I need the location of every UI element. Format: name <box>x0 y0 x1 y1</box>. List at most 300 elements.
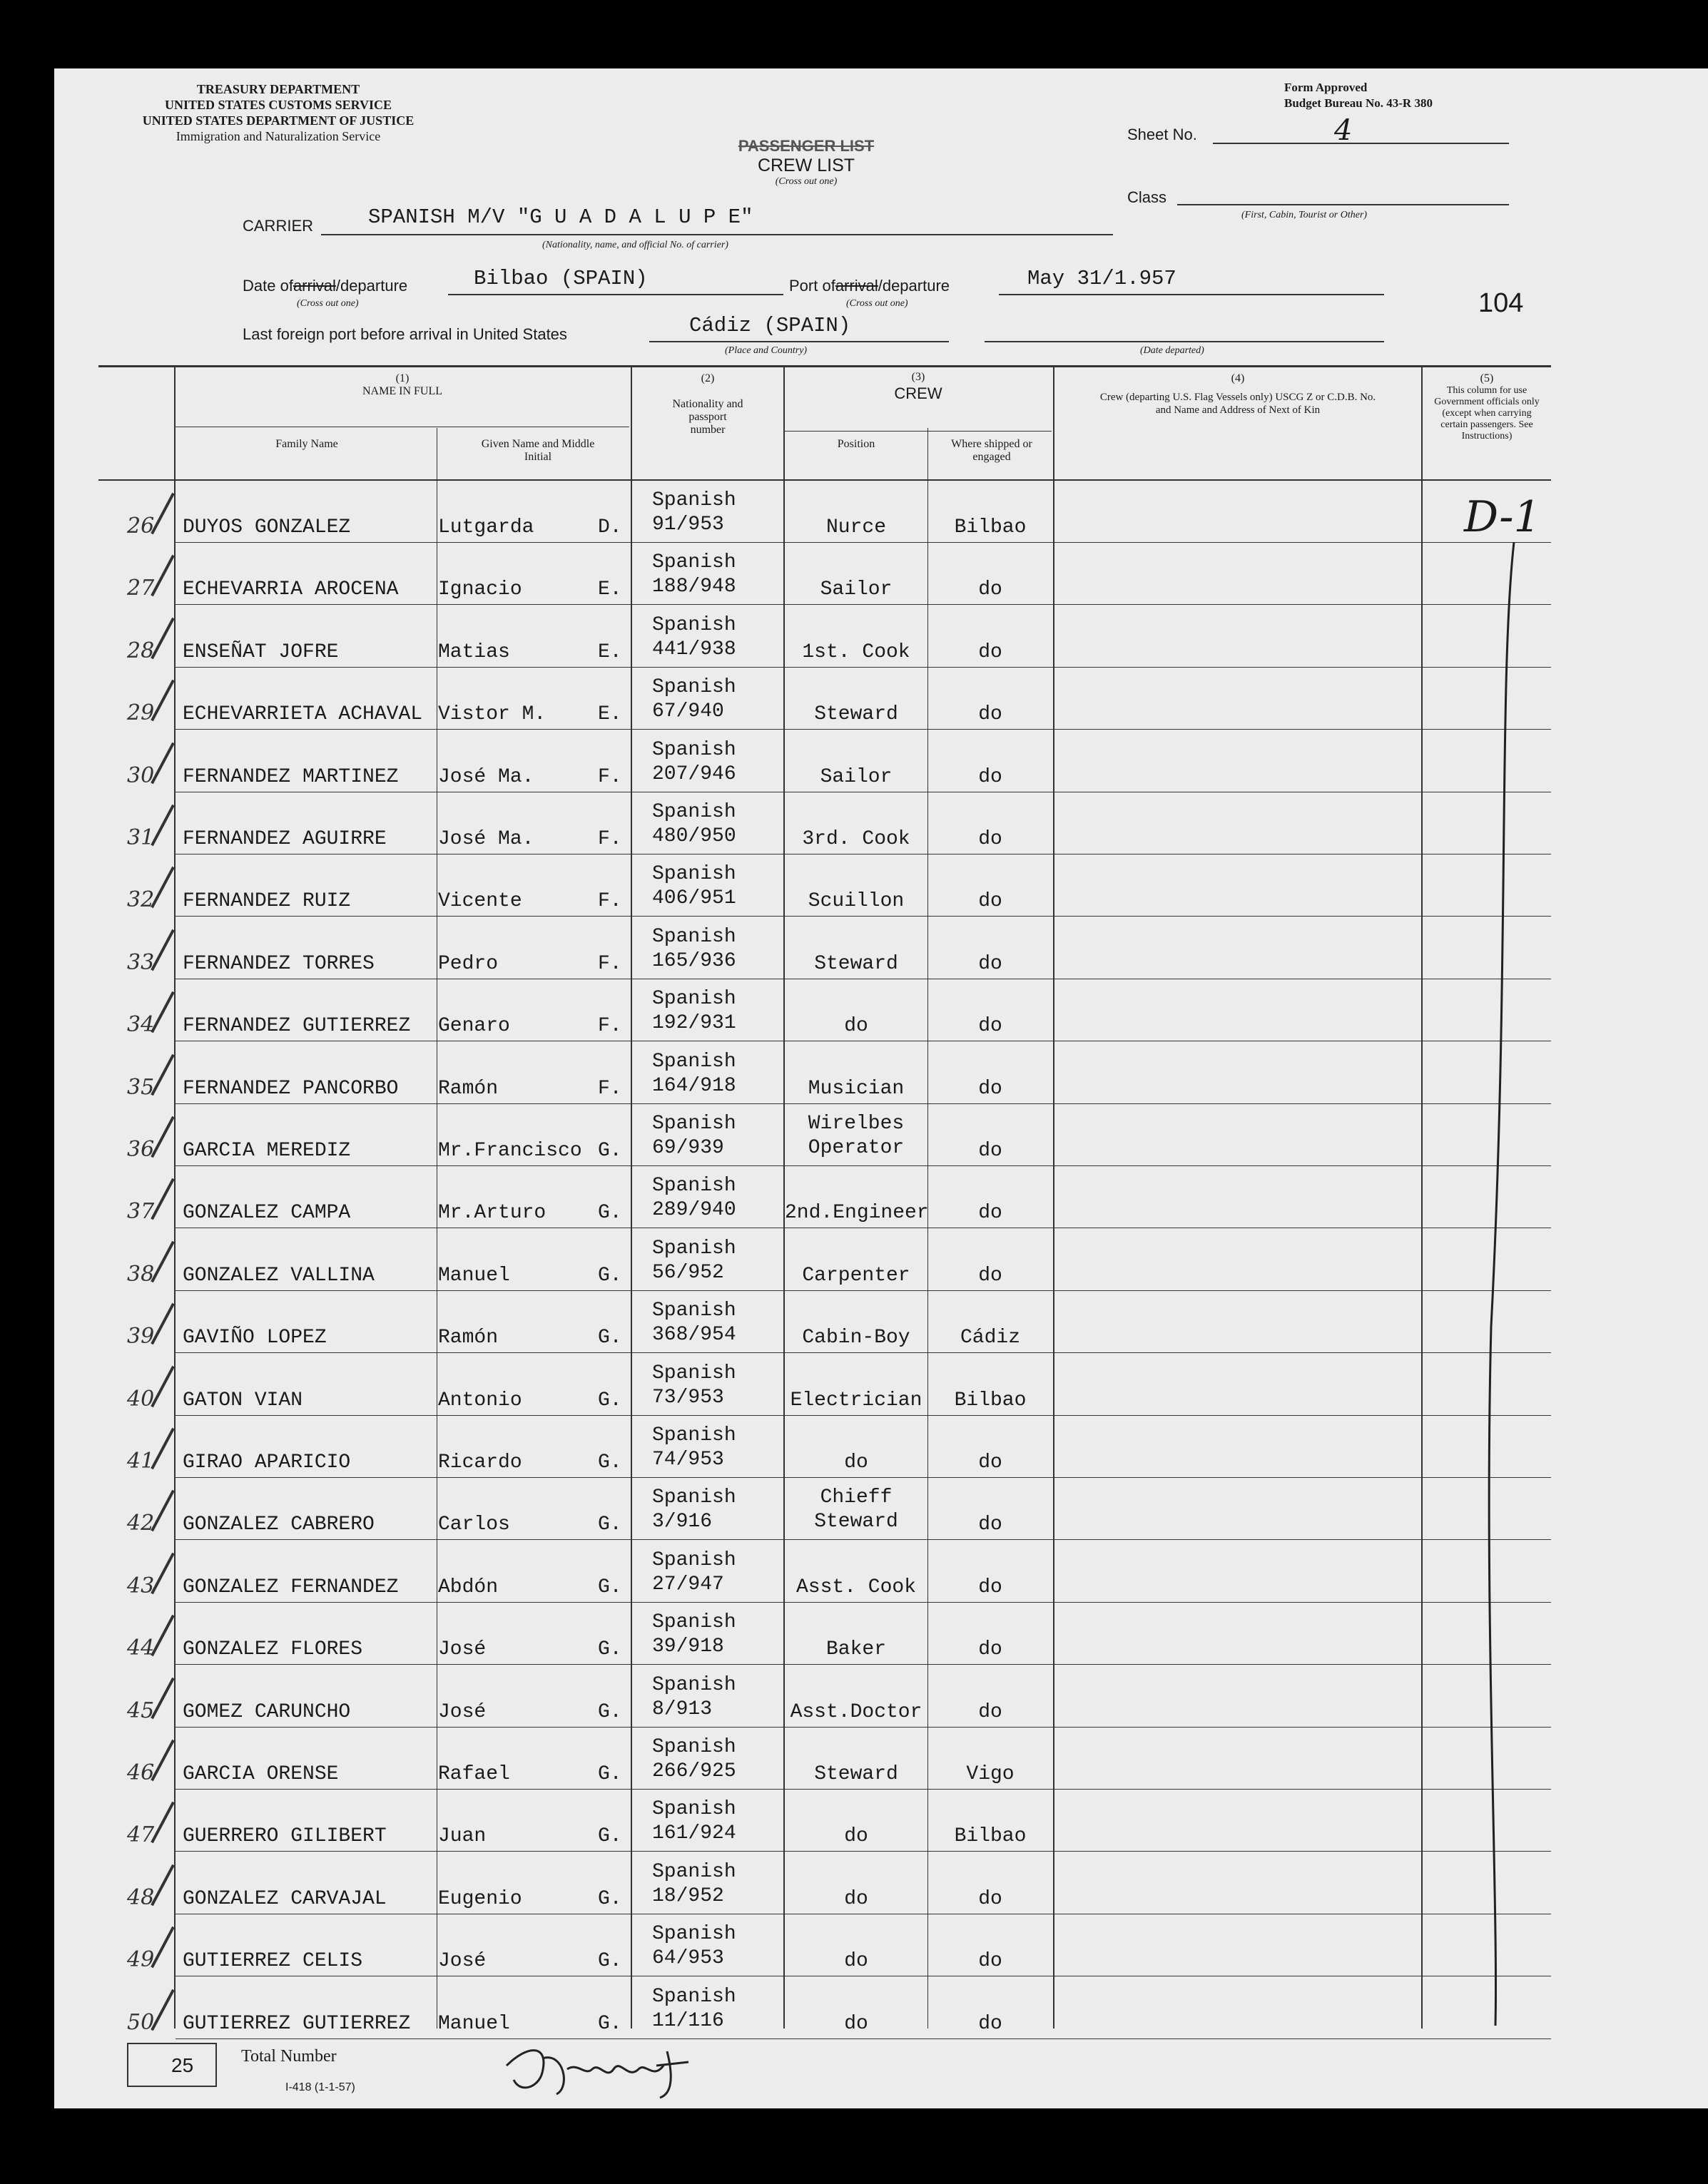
given-name: Ramón <box>438 1327 499 1349</box>
check-mark <box>151 1428 175 1469</box>
table-row <box>0 1354 1708 1417</box>
agency-line-1: TREASURY DEPARTMENT <box>196 82 360 96</box>
total-value: 25 <box>171 2054 194 2076</box>
check-mark <box>151 929 175 971</box>
row-number: 37 <box>127 1199 155 1225</box>
check-mark <box>151 1303 175 1344</box>
passport-number: 74/953 <box>652 1449 724 1471</box>
form-approved-line-2: Budget Bureau No. 43-R 380 <box>1284 96 1433 110</box>
row-number: 44 <box>127 1636 155 1661</box>
col5-header <box>1424 372 1550 442</box>
position: Steward <box>814 703 898 726</box>
family-name: GONZALEZ CARVAJAL <box>183 1887 387 1910</box>
family-name: DUYOS GONZALEZ <box>183 516 351 539</box>
column5-bracket-line <box>1470 542 1534 2040</box>
position: Asst.Doctor <box>790 1700 922 1723</box>
shipped-at: do <box>978 1140 1002 1162</box>
position-header: Position <box>837 438 875 450</box>
shipped-at: Bilbao <box>954 516 1027 539</box>
col1-title: NAME IN FULL <box>362 385 442 397</box>
row-number: 46 <box>127 1760 155 1785</box>
given-name: José Ma. <box>438 765 534 788</box>
middle-initial: G. <box>598 1451 622 1474</box>
col2-title: Nationality and passport number <box>672 398 743 436</box>
middle-initial: F. <box>598 1077 622 1100</box>
passport-number: 165/936 <box>652 949 736 972</box>
row-number: 33 <box>127 949 155 975</box>
family-name: GONZALEZ CABRERO <box>183 1514 375 1536</box>
given-name: Antonio <box>438 1389 522 1412</box>
signature <box>499 2037 728 2101</box>
check-mark <box>151 1178 175 1220</box>
check-mark <box>151 1864 175 1906</box>
middle-initial: G. <box>598 1638 622 1661</box>
position: Baker <box>825 1638 886 1661</box>
shipped-at: do <box>978 1700 1002 1723</box>
check-mark <box>151 867 175 908</box>
family-name: GARCIA MEREDIZ <box>183 1140 351 1162</box>
table-row <box>0 792 1708 855</box>
position: 1st. Cook <box>802 641 910 663</box>
given-name: José <box>438 1638 487 1661</box>
total-label: Total Number <box>241 2047 337 2066</box>
row-number: 36 <box>127 1137 155 1162</box>
row-number: 49 <box>127 1947 155 1973</box>
family-name-header: Family Name <box>275 438 338 450</box>
nationality: Spanish <box>652 738 736 761</box>
nationality: Spanish <box>652 1362 736 1384</box>
nationality: Spanish <box>652 1113 736 1135</box>
check-mark <box>151 1490 175 1531</box>
given-name: Vicente <box>438 890 522 913</box>
passport-number: 27/947 <box>652 1573 724 1596</box>
row-divider <box>176 2038 1551 2039</box>
given-name: Manuel <box>438 2012 510 2035</box>
shipped-at: do <box>978 578 1002 601</box>
nationality: Spanish <box>652 1860 736 1883</box>
middle-initial: E. <box>598 703 622 726</box>
row-number: 42 <box>127 1511 155 1536</box>
shipped-at: do <box>978 1514 1002 1536</box>
family-name: GOMEZ CARUNCHO <box>183 1700 351 1723</box>
row-number: 26 <box>127 514 155 539</box>
row-number: 32 <box>127 887 155 913</box>
nationality: Spanish <box>652 988 736 1011</box>
form-approved <box>1284 80 1433 111</box>
agency-line-4: Immigration and Naturalization Service <box>176 129 381 143</box>
date-departure-label <box>243 277 407 295</box>
table-row <box>0 917 1708 980</box>
row-number: 35 <box>127 1074 155 1100</box>
given-name: Manuel <box>438 1264 510 1287</box>
given-name: Mr.Francisco <box>438 1140 582 1162</box>
table-top-border <box>98 365 1551 367</box>
shipped-header: Where shipped or engaged <box>951 438 1032 463</box>
family-name: GIRAO APARICIO <box>183 1451 351 1474</box>
check-mark <box>151 493 175 534</box>
col5-title: This column for use Government officials only (except when carrying certain passengers. See Instructions) <box>1434 385 1540 442</box>
position: Wirelbes <box>808 1113 905 1135</box>
shipped-at: do <box>978 1638 1002 1661</box>
nationality: Spanish <box>652 1548 736 1571</box>
middle-initial: G. <box>598 1327 622 1349</box>
passport-number: 69/939 <box>652 1137 724 1159</box>
shipped-at: do <box>978 1887 1002 1910</box>
nationality: Spanish <box>652 1985 736 2008</box>
passport-number: 188/948 <box>652 576 736 598</box>
col4-title: Crew (departing U.S. Flag Vessels only) USCG Z or C.D.B. No. and Name and Address of Next of Kin <box>1099 392 1376 416</box>
passport-number: 56/952 <box>652 1261 724 1284</box>
nationality: Spanish <box>652 925 736 948</box>
row-number: 29 <box>127 700 155 726</box>
row-number: 48 <box>127 1884 155 1910</box>
check-mark <box>151 1365 175 1407</box>
date-note: (Cross out one) <box>297 298 359 309</box>
date-departed-note: (Date departed) <box>1140 345 1204 356</box>
row-number: 50 <box>127 2009 155 2035</box>
row-number: 39 <box>127 1324 155 1349</box>
table-row <box>0 1229 1708 1292</box>
row-number: 45 <box>127 1698 155 1723</box>
table-row <box>0 1416 1708 1479</box>
shipped-at: Vigo <box>966 1763 1015 1785</box>
family-name: GONZALEZ VALLINA <box>183 1264 375 1287</box>
middle-initial: G. <box>598 1763 622 1785</box>
passport-number: 91/953 <box>652 514 724 536</box>
date-struck: arrival <box>293 277 336 295</box>
row-number: 34 <box>127 1012 155 1038</box>
family-name: GATON VIAN <box>183 1389 303 1412</box>
table-row <box>0 979 1708 1042</box>
nationality: Spanish <box>652 801 736 823</box>
position: Steward <box>814 952 898 975</box>
check-mark <box>151 1241 175 1282</box>
middle-initial: G. <box>598 1576 622 1598</box>
carrier-value: SPANISH M/V "G U A D A L U P E" <box>368 205 753 229</box>
table-row <box>0 1166 1708 1229</box>
middle-initial: G. <box>598 1202 622 1225</box>
check-mark <box>151 1927 175 1968</box>
port-struck: arrival <box>835 277 878 295</box>
table-row <box>0 606 1708 668</box>
family-name: GAVIÑO LOPEZ <box>183 1327 327 1349</box>
row-number: 41 <box>127 1449 155 1474</box>
middle-initial: G. <box>598 1700 622 1723</box>
middle-initial: G. <box>598 2012 622 2035</box>
table-row <box>0 1603 1708 1665</box>
sheet-value: 4 <box>1334 114 1353 147</box>
col3-number: (3) <box>911 371 925 383</box>
position-line-2: Steward <box>814 1511 898 1534</box>
middle-initial: F. <box>598 952 622 975</box>
check-mark <box>151 618 175 659</box>
shipped-at: do <box>978 1451 1002 1474</box>
given-name: Eugenio <box>438 1887 522 1910</box>
position: 2nd.Engineer <box>785 1202 929 1225</box>
family-name: GUTIERREZ CELIS <box>183 1950 363 1973</box>
last-port-note: (Place and Country) <box>725 345 808 356</box>
date-departed-underline <box>985 341 1384 342</box>
date-underline <box>448 294 783 295</box>
nationality: Spanish <box>652 1300 736 1322</box>
middle-initial: G. <box>598 1950 622 1973</box>
middle-initial: G. <box>598 1825 622 1848</box>
check-mark <box>151 1116 175 1158</box>
title-block <box>713 137 899 188</box>
shipped-at: do <box>978 1950 1002 1973</box>
family-name: FERNANDEZ GUTIERREZ <box>183 1015 411 1038</box>
sheet-underline <box>1213 143 1509 144</box>
position: Steward <box>814 1763 898 1785</box>
title-note: (Cross out one) <box>775 176 838 187</box>
shipped-at: Bilbao <box>954 1825 1027 1848</box>
shipped-at: Bilbao <box>954 1389 1027 1412</box>
table-row <box>0 1541 1708 1603</box>
shipped-at: do <box>978 890 1002 913</box>
family-name: ECHEVARRIA AROCENA <box>183 578 399 601</box>
table-row <box>0 1914 1708 1977</box>
given-name: Rafael <box>438 1763 510 1785</box>
position: Nurce <box>825 516 886 539</box>
last-port-underline <box>649 341 949 342</box>
col1-number: (1) <box>395 372 410 384</box>
nationality: Spanish <box>652 613 736 636</box>
carrier-note: (Nationality, name, and official No. of carrier) <box>542 240 728 250</box>
given-name: Matias <box>438 641 510 663</box>
passport-number: 73/953 <box>652 1386 724 1409</box>
form-approved-line-1: Form Approved <box>1284 81 1368 94</box>
agency-line-3: UNITED STATES DEPARTMENT OF JUSTICE <box>142 113 415 128</box>
position: Musician <box>808 1077 905 1100</box>
form-number: I-418 (1-1-57) <box>285 2081 355 2093</box>
given-name: Juan <box>438 1825 487 1848</box>
passport-number: 368/954 <box>652 1324 736 1347</box>
middle-initial: G. <box>598 1389 622 1412</box>
check-mark <box>151 1553 175 1594</box>
col2-header <box>635 372 781 437</box>
passport-number: 192/931 <box>652 1012 736 1035</box>
row-number: 27 <box>127 576 155 601</box>
table-row <box>0 1478 1708 1541</box>
family-name: FERNANDEZ AGUIRRE <box>183 828 387 850</box>
family-name: GONZALEZ CAMPA <box>183 1202 351 1225</box>
table-row <box>0 543 1708 606</box>
table-row <box>0 1104 1708 1167</box>
passport-number: 266/925 <box>652 1760 736 1782</box>
check-mark <box>151 991 175 1033</box>
col4-header <box>1099 372 1377 417</box>
family-name: GARCIA ORENSE <box>183 1763 339 1785</box>
passport-number: 207/946 <box>652 762 736 785</box>
given-name: José <box>438 1700 487 1723</box>
nationality: Spanish <box>652 676 736 699</box>
sheet-label: Sheet No. <box>1127 126 1197 143</box>
carrier-label: CARRIER <box>243 217 314 235</box>
col4-number: (4) <box>1231 372 1245 384</box>
title-main: CREW LIST <box>757 155 855 175</box>
check-mark <box>151 555 175 596</box>
shipped-at: do <box>978 641 1002 663</box>
check-mark <box>151 1615 175 1656</box>
middle-initial: E. <box>598 578 622 601</box>
shipped-at: do <box>978 1015 1002 1038</box>
given-name: Genaro <box>438 1015 510 1038</box>
given-name: Lutgarda <box>438 516 534 539</box>
passport-number: 406/951 <box>652 887 736 910</box>
passport-number: 3/916 <box>652 1511 713 1534</box>
given-name-header: Given Name and Middle Initial <box>481 438 595 463</box>
agency-line-2: UNITED STATES CUSTOMS SERVICE <box>165 98 392 112</box>
given-name: Ignacio <box>438 578 522 601</box>
family-name: FERNANDEZ RUIZ <box>183 890 351 913</box>
given-name: José <box>438 1950 487 1973</box>
port-note: (Cross out one) <box>846 298 908 309</box>
nationality: Spanish <box>652 1673 736 1696</box>
column5-mark: D-1 <box>1464 492 1541 542</box>
position: Electrician <box>790 1389 922 1412</box>
row-number: 40 <box>127 1386 155 1412</box>
nationality: Spanish <box>652 1486 736 1509</box>
passport-number: 11/116 <box>652 2009 724 2032</box>
carrier-underline <box>321 234 1113 235</box>
given-name: Vistor M. <box>438 703 547 726</box>
table-row <box>0 1790 1708 1852</box>
last-port-value: Cádiz (SPAIN) <box>689 314 851 337</box>
position: Sailor <box>820 578 893 601</box>
nationality: Spanish <box>652 489 736 511</box>
middle-initial: G. <box>598 1140 622 1162</box>
col1-header <box>176 372 629 398</box>
middle-initial: D. <box>598 516 622 539</box>
nationality: Spanish <box>652 1611 736 1634</box>
port-label-start: Port of <box>789 277 835 295</box>
passport-number: 39/918 <box>652 1636 724 1658</box>
position-line-2: Operator <box>808 1137 905 1159</box>
table-row <box>0 1665 1708 1728</box>
table-row <box>0 854 1708 917</box>
given-name: Carlos <box>438 1514 510 1536</box>
middle-initial: G. <box>598 1887 622 1910</box>
port-label-end: /departure <box>878 277 950 295</box>
nationality: Spanish <box>652 1050 736 1073</box>
shipped-at: do <box>978 703 1002 726</box>
shipped-at: do <box>978 765 1002 788</box>
row-number: 47 <box>127 1822 155 1848</box>
check-mark <box>151 1053 175 1095</box>
date-label-start: Date of <box>243 277 293 295</box>
nationality: Spanish <box>652 551 736 574</box>
passport-number: 480/950 <box>652 825 736 847</box>
check-mark <box>151 742 175 783</box>
check-mark <box>151 805 175 846</box>
given-name: Pedro <box>438 952 499 975</box>
row-number: 28 <box>127 638 155 663</box>
family-name: FERNANDEZ PANCORBO <box>183 1077 399 1100</box>
nationality: Spanish <box>652 1736 736 1758</box>
position: do <box>844 1950 868 1973</box>
position: do <box>844 2012 868 2035</box>
family-name: GONZALEZ FLORES <box>183 1638 363 1661</box>
given-name: Ricardo <box>438 1451 522 1474</box>
row-number: 31 <box>127 825 155 850</box>
check-mark <box>151 680 175 721</box>
position: do <box>844 1451 868 1474</box>
subheader-line-3 <box>785 431 1052 432</box>
stamp-number: 104 <box>1478 288 1524 318</box>
family-name: FERNANDEZ TORRES <box>183 952 375 975</box>
given-name: Abdón <box>438 1576 499 1598</box>
table-row <box>0 1852 1708 1915</box>
col3-title: CREW <box>894 384 942 402</box>
nationality: Spanish <box>652 1175 736 1198</box>
family-name: GUERRERO GILIBERT <box>183 1825 387 1848</box>
position: do <box>844 1825 868 1848</box>
table-row <box>0 1977 1708 2040</box>
passport-number: 67/940 <box>652 700 724 723</box>
col2-number: (2) <box>701 372 715 384</box>
table-row <box>0 1728 1708 1790</box>
col5-number: (5) <box>1480 372 1494 384</box>
row-number: 30 <box>127 762 155 788</box>
passport-number: 8/913 <box>652 1698 713 1720</box>
table-row <box>0 1291 1708 1354</box>
shipped-at: do <box>978 1202 1002 1225</box>
given-name: José Ma. <box>438 828 534 850</box>
middle-initial: G. <box>598 1514 622 1536</box>
middle-initial: F. <box>598 828 622 850</box>
check-mark <box>151 1677 175 1718</box>
class-note: (First, Cabin, Tourist or Other) <box>1241 210 1368 220</box>
shipped-at: do <box>978 1576 1002 1598</box>
given-name: Ramón <box>438 1077 499 1100</box>
middle-initial: F. <box>598 890 622 913</box>
date-departure-value: Bilbao (SPAIN) <box>474 267 648 290</box>
family-name: GUTIERREZ GUTIERREZ <box>183 2012 411 2035</box>
port-departure-value: May 31/1.957 <box>1027 267 1176 290</box>
passport-number: 289/940 <box>652 1199 736 1222</box>
last-port-label: Last foreign port before arrival in United States <box>243 325 567 343</box>
nationality: Spanish <box>652 1424 736 1446</box>
shipped-at: do <box>978 1264 1002 1287</box>
row-number: 38 <box>127 1261 155 1287</box>
shipped-at: Cádiz <box>960 1327 1020 1349</box>
table-row <box>0 481 1708 544</box>
position: do <box>844 1887 868 1910</box>
table-row <box>0 730 1708 793</box>
passport-number: 161/924 <box>652 1822 736 1845</box>
table-row <box>0 668 1708 730</box>
table-row <box>0 1042 1708 1105</box>
family-name: FERNANDEZ MARTINEZ <box>183 765 399 788</box>
position: Chieff <box>820 1486 893 1509</box>
check-mark <box>151 1802 175 1843</box>
family-name: GONZALEZ FERNANDEZ <box>183 1576 399 1598</box>
class-underline <box>1177 204 1509 205</box>
port-underline <box>999 294 1384 295</box>
class-label: Class <box>1127 188 1167 206</box>
agency-header <box>100 81 457 144</box>
date-label-end: /departure <box>335 277 408 295</box>
position: 3rd. Cook <box>802 828 910 850</box>
middle-initial: E. <box>598 641 622 663</box>
port-departure-label <box>789 277 950 295</box>
shipped-at: do <box>978 2012 1002 2035</box>
position: do <box>844 1015 868 1038</box>
col3-header <box>785 371 1052 404</box>
title-struck: PASSENGER LIST <box>738 137 875 155</box>
family-name: ENSEÑAT JOFRE <box>183 641 339 663</box>
nationality: Spanish <box>652 1923 736 1946</box>
